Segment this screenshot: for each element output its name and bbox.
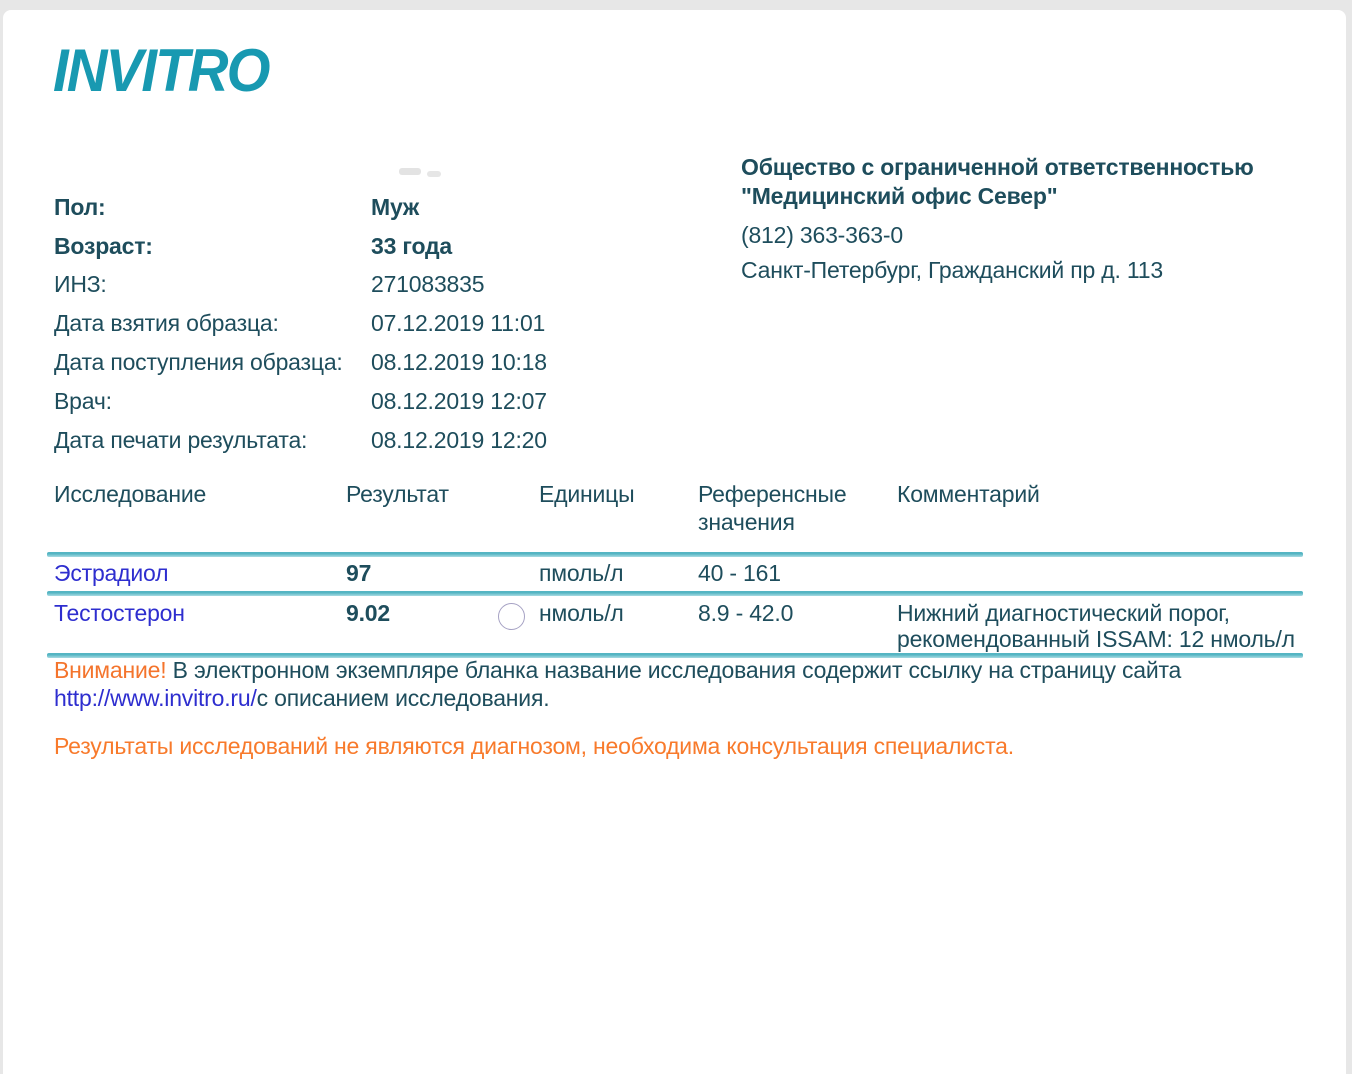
attention-label: Внимание! <box>54 657 167 683</box>
redacted-smudge <box>399 168 421 175</box>
field-label: Дата взятия образца: <box>54 310 279 337</box>
results-disclaimer: Результаты исследований не являются диагнозом, необходима консультация специалиста. <box>54 733 1014 759</box>
table-row <box>47 557 1303 591</box>
field-value: 08.12.2019 12:07 <box>371 387 547 414</box>
units-cell: нмоль/л <box>539 600 624 626</box>
result-cell: 9.02 <box>346 600 390 626</box>
patient-row-age <box>54 227 547 266</box>
header-comment: Комментарий <box>897 481 1040 507</box>
attention-line2 <box>54 684 1254 712</box>
field-value: 07.12.2019 11:01 <box>371 310 546 337</box>
company-address: Санкт-Петербург, Гражданский пр д. 113 <box>741 257 1163 283</box>
link-suffix-text: с описанием исследования. <box>256 685 550 711</box>
header-result: Результат <box>346 481 449 507</box>
table-row <box>47 596 1303 653</box>
patient-row-inz <box>54 266 547 305</box>
units-cell: пмоль/л <box>539 560 624 586</box>
field-value: 08.12.2019 10:18 <box>371 349 547 376</box>
patient-row-sample-taken <box>54 304 547 343</box>
patient-row-print-date <box>54 421 547 460</box>
field-value: 271083835 <box>371 271 485 298</box>
comment-cell: Нижний диагностический порог, рекомендованный ISSAM: 12 нмоль/л <box>897 600 1295 652</box>
test-cell <box>47 600 342 626</box>
field-value: 33 года <box>371 232 452 259</box>
company-name-line1: Общество с ограниченной ответственностью <box>741 154 1254 180</box>
header-units: Единицы <box>539 481 635 507</box>
test-cell <box>47 560 342 587</box>
empty-circle-marker <box>498 603 525 630</box>
header-test: Исследование <box>54 481 207 507</box>
field-value: 08.12.2019 12:20 <box>371 426 547 453</box>
header-reference: Референсные значения <box>698 481 847 535</box>
invitro-url-link[interactable]: http://www.invitro.ru/ <box>54 685 257 711</box>
field-value: Муж <box>371 193 419 220</box>
test-link-testosterone[interactable]: Тестостерон <box>54 600 185 626</box>
field-label: Дата печати результата: <box>54 426 308 453</box>
patient-row-doctor <box>54 382 547 421</box>
company-phone: (812) 363-363-0 <box>741 222 903 248</box>
patient-row-sample-received <box>54 343 547 382</box>
field-label: Пол: <box>54 193 106 220</box>
company-name <box>741 153 1301 211</box>
attention-notice <box>54 656 1254 712</box>
company-info <box>741 153 1301 284</box>
test-link-estradiol[interactable]: Эстрадиол <box>54 560 169 586</box>
results-table <box>47 480 1303 658</box>
field-label: Дата поступления образца: <box>54 349 343 376</box>
reference-cell: 8.9 - 42.0 <box>698 600 794 626</box>
company-name-line2: "Медицинский офис Север" <box>741 183 1058 209</box>
result-cell: 97 <box>346 560 372 586</box>
field-label: ИНЗ: <box>54 271 107 298</box>
results-header-row <box>47 480 1303 552</box>
patient-row-sex <box>54 188 547 227</box>
field-label: Врач: <box>54 387 112 414</box>
attention-text: В электронном экземпляре бланка название исследования содержит ссылку на страницу сайта <box>166 657 1182 683</box>
redacted-smudge <box>427 171 441 177</box>
invitro-logo: INVITRO <box>53 37 269 104</box>
lab-report-page <box>3 10 1346 1074</box>
reference-cell: 40 - 161 <box>698 560 781 586</box>
patient-info <box>54 188 547 460</box>
field-label: Возраст: <box>54 232 153 259</box>
attention-line1 <box>54 656 1254 684</box>
